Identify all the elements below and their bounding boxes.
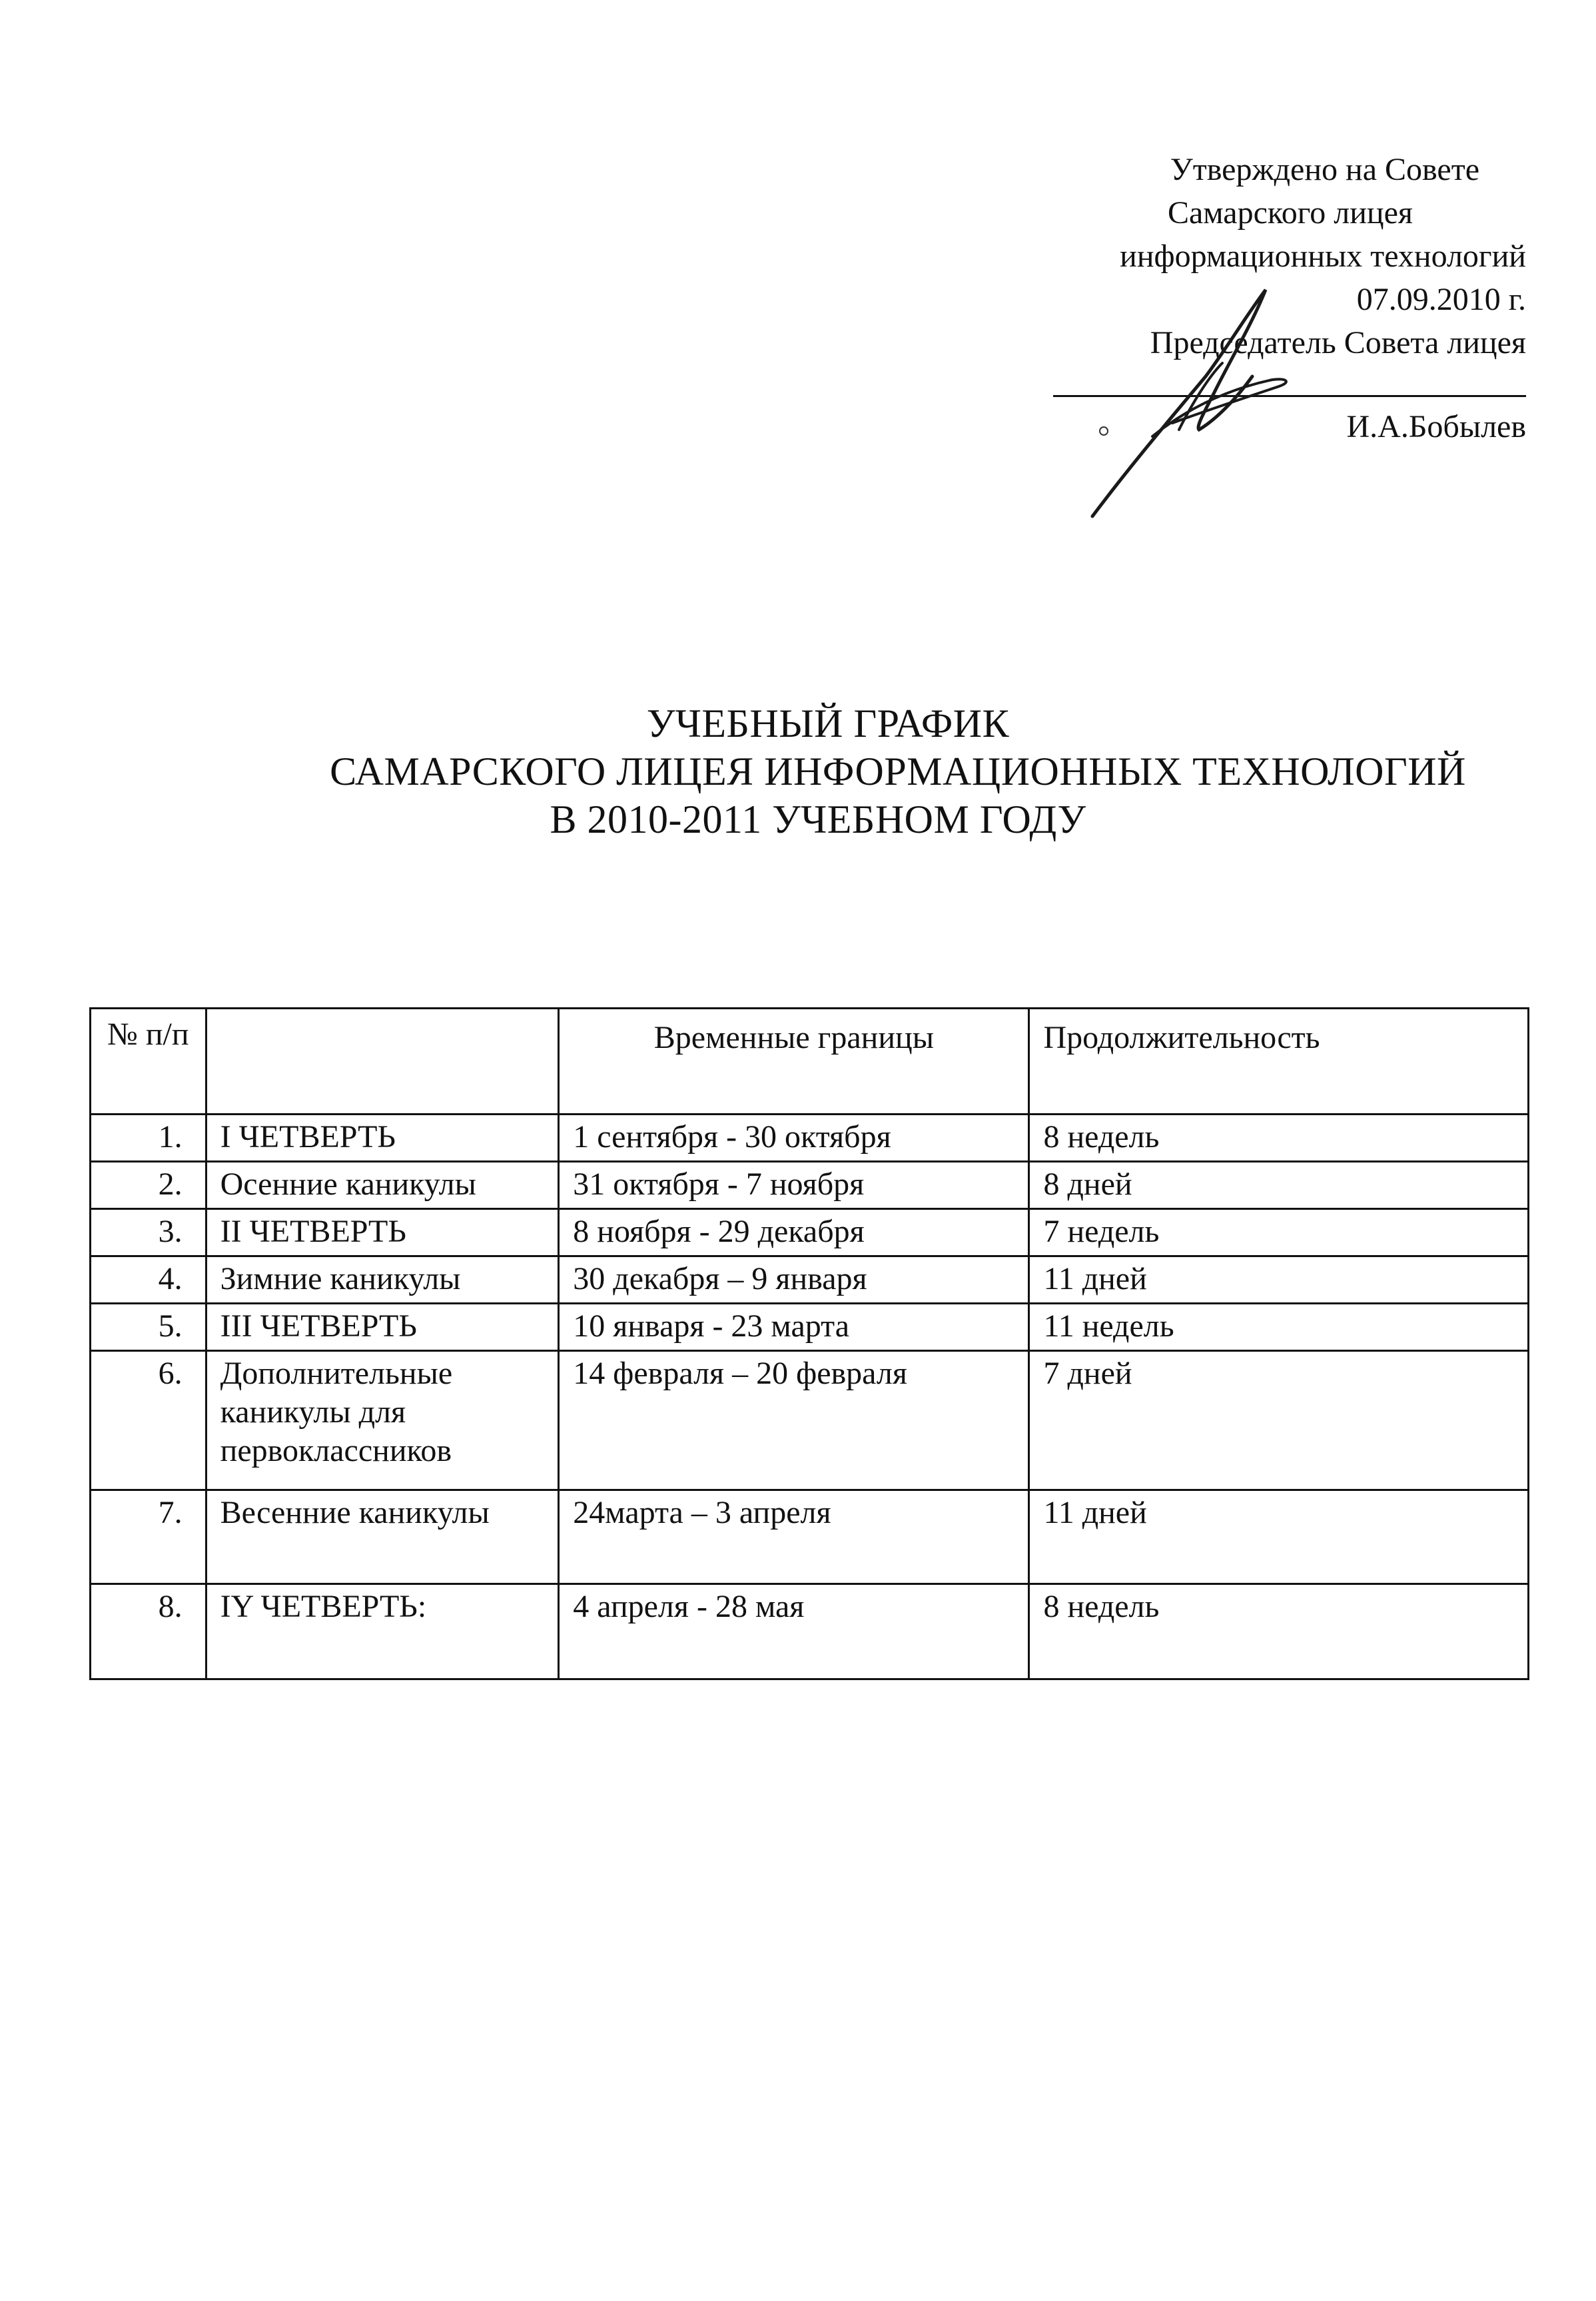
header-duration: Продолжительность bbox=[1029, 1009, 1529, 1115]
table-row bbox=[91, 1115, 1529, 1162]
header-name bbox=[206, 1009, 559, 1115]
row-dates: 24марта – 3 апреля bbox=[559, 1490, 1029, 1584]
row-dates: 8 ноября - 29 декабря bbox=[559, 1209, 1029, 1256]
row-num: 4. bbox=[91, 1256, 206, 1304]
title-line-1: УЧЕБНЫЙ ГРАФИК bbox=[646, 701, 1010, 745]
row-duration: 8 дней bbox=[1029, 1162, 1529, 1209]
row-num: 8. bbox=[91, 1584, 206, 1679]
signature-line bbox=[1053, 364, 1526, 397]
header-dates: Временные границы bbox=[559, 1009, 1029, 1115]
row-dates: 30 декабря – 9 января bbox=[559, 1256, 1029, 1304]
approval-date: 07.09.2010 г. bbox=[1356, 282, 1526, 317]
table-row bbox=[91, 1162, 1529, 1209]
row-name: III ЧЕТВЕРТЬ bbox=[206, 1304, 559, 1351]
document-title bbox=[0, 699, 1596, 843]
approval-line-3: информационных технологий bbox=[1120, 238, 1526, 274]
approval-signer: И.А.Бобылев bbox=[1346, 409, 1526, 444]
table-row bbox=[91, 1304, 1529, 1351]
row-dates: 4 апреля - 28 мая bbox=[559, 1584, 1029, 1679]
row-num: 6. bbox=[91, 1351, 206, 1490]
row-name: I ЧЕТВЕРТЬ bbox=[206, 1115, 559, 1162]
row-duration: 7 дней bbox=[1029, 1351, 1529, 1490]
row-name: Осенние каникулы bbox=[206, 1162, 559, 1209]
row-num: 3. bbox=[91, 1209, 206, 1256]
row-num: 7. bbox=[91, 1490, 206, 1584]
table-row bbox=[91, 1209, 1529, 1256]
row-duration: 8 недель bbox=[1029, 1584, 1529, 1679]
table-row bbox=[91, 1351, 1529, 1490]
approval-line-1: Утверждено на Совете bbox=[1170, 152, 1479, 187]
row-num: 2. bbox=[91, 1162, 206, 1209]
row-duration: 11 дней bbox=[1029, 1490, 1529, 1584]
row-dates: 14 февраля – 20 февраля bbox=[559, 1351, 1029, 1490]
row-name: Дополнительные каникулы для первоклассников bbox=[206, 1351, 559, 1490]
title-line-3: В 2010-2011 УЧЕБНОМ ГОДУ bbox=[550, 797, 1086, 841]
approval-chairman: Председатель Совета лицея bbox=[1150, 325, 1526, 360]
table-row bbox=[91, 1584, 1529, 1679]
row-name: Зимние каникулы bbox=[206, 1256, 559, 1304]
row-num: 1. bbox=[91, 1115, 206, 1162]
approval-line-2: Самарского лицея bbox=[1167, 195, 1413, 230]
row-duration: 11 дней bbox=[1029, 1256, 1529, 1304]
row-name: IY ЧЕТВЕРТЬ: bbox=[206, 1584, 559, 1679]
schedule-table bbox=[89, 1007, 1529, 1680]
row-dates: 10 января - 23 марта bbox=[559, 1304, 1029, 1351]
row-dates: 1 сентября - 30 октября bbox=[559, 1115, 1029, 1162]
row-duration: 7 недель bbox=[1029, 1209, 1529, 1256]
row-dates: 31 октября - 7 ноября bbox=[559, 1162, 1029, 1209]
row-duration: 11 недель bbox=[1029, 1304, 1529, 1351]
row-name: Весенние каникулы bbox=[206, 1490, 559, 1584]
table-row bbox=[91, 1256, 1529, 1304]
table-header-row bbox=[91, 1009, 1529, 1115]
header-num: № п/п bbox=[91, 1009, 206, 1115]
table-row bbox=[91, 1490, 1529, 1584]
row-duration: 8 недель bbox=[1029, 1115, 1529, 1162]
approval-block bbox=[1020, 148, 1526, 448]
row-name: II ЧЕТВЕРТЬ bbox=[206, 1209, 559, 1256]
title-line-2: САМАРСКОГО ЛИЦЕЯ ИНФОРМАЦИОННЫХ ТЕХНОЛОГИЙ bbox=[330, 749, 1466, 793]
row-num: 5. bbox=[91, 1304, 206, 1351]
